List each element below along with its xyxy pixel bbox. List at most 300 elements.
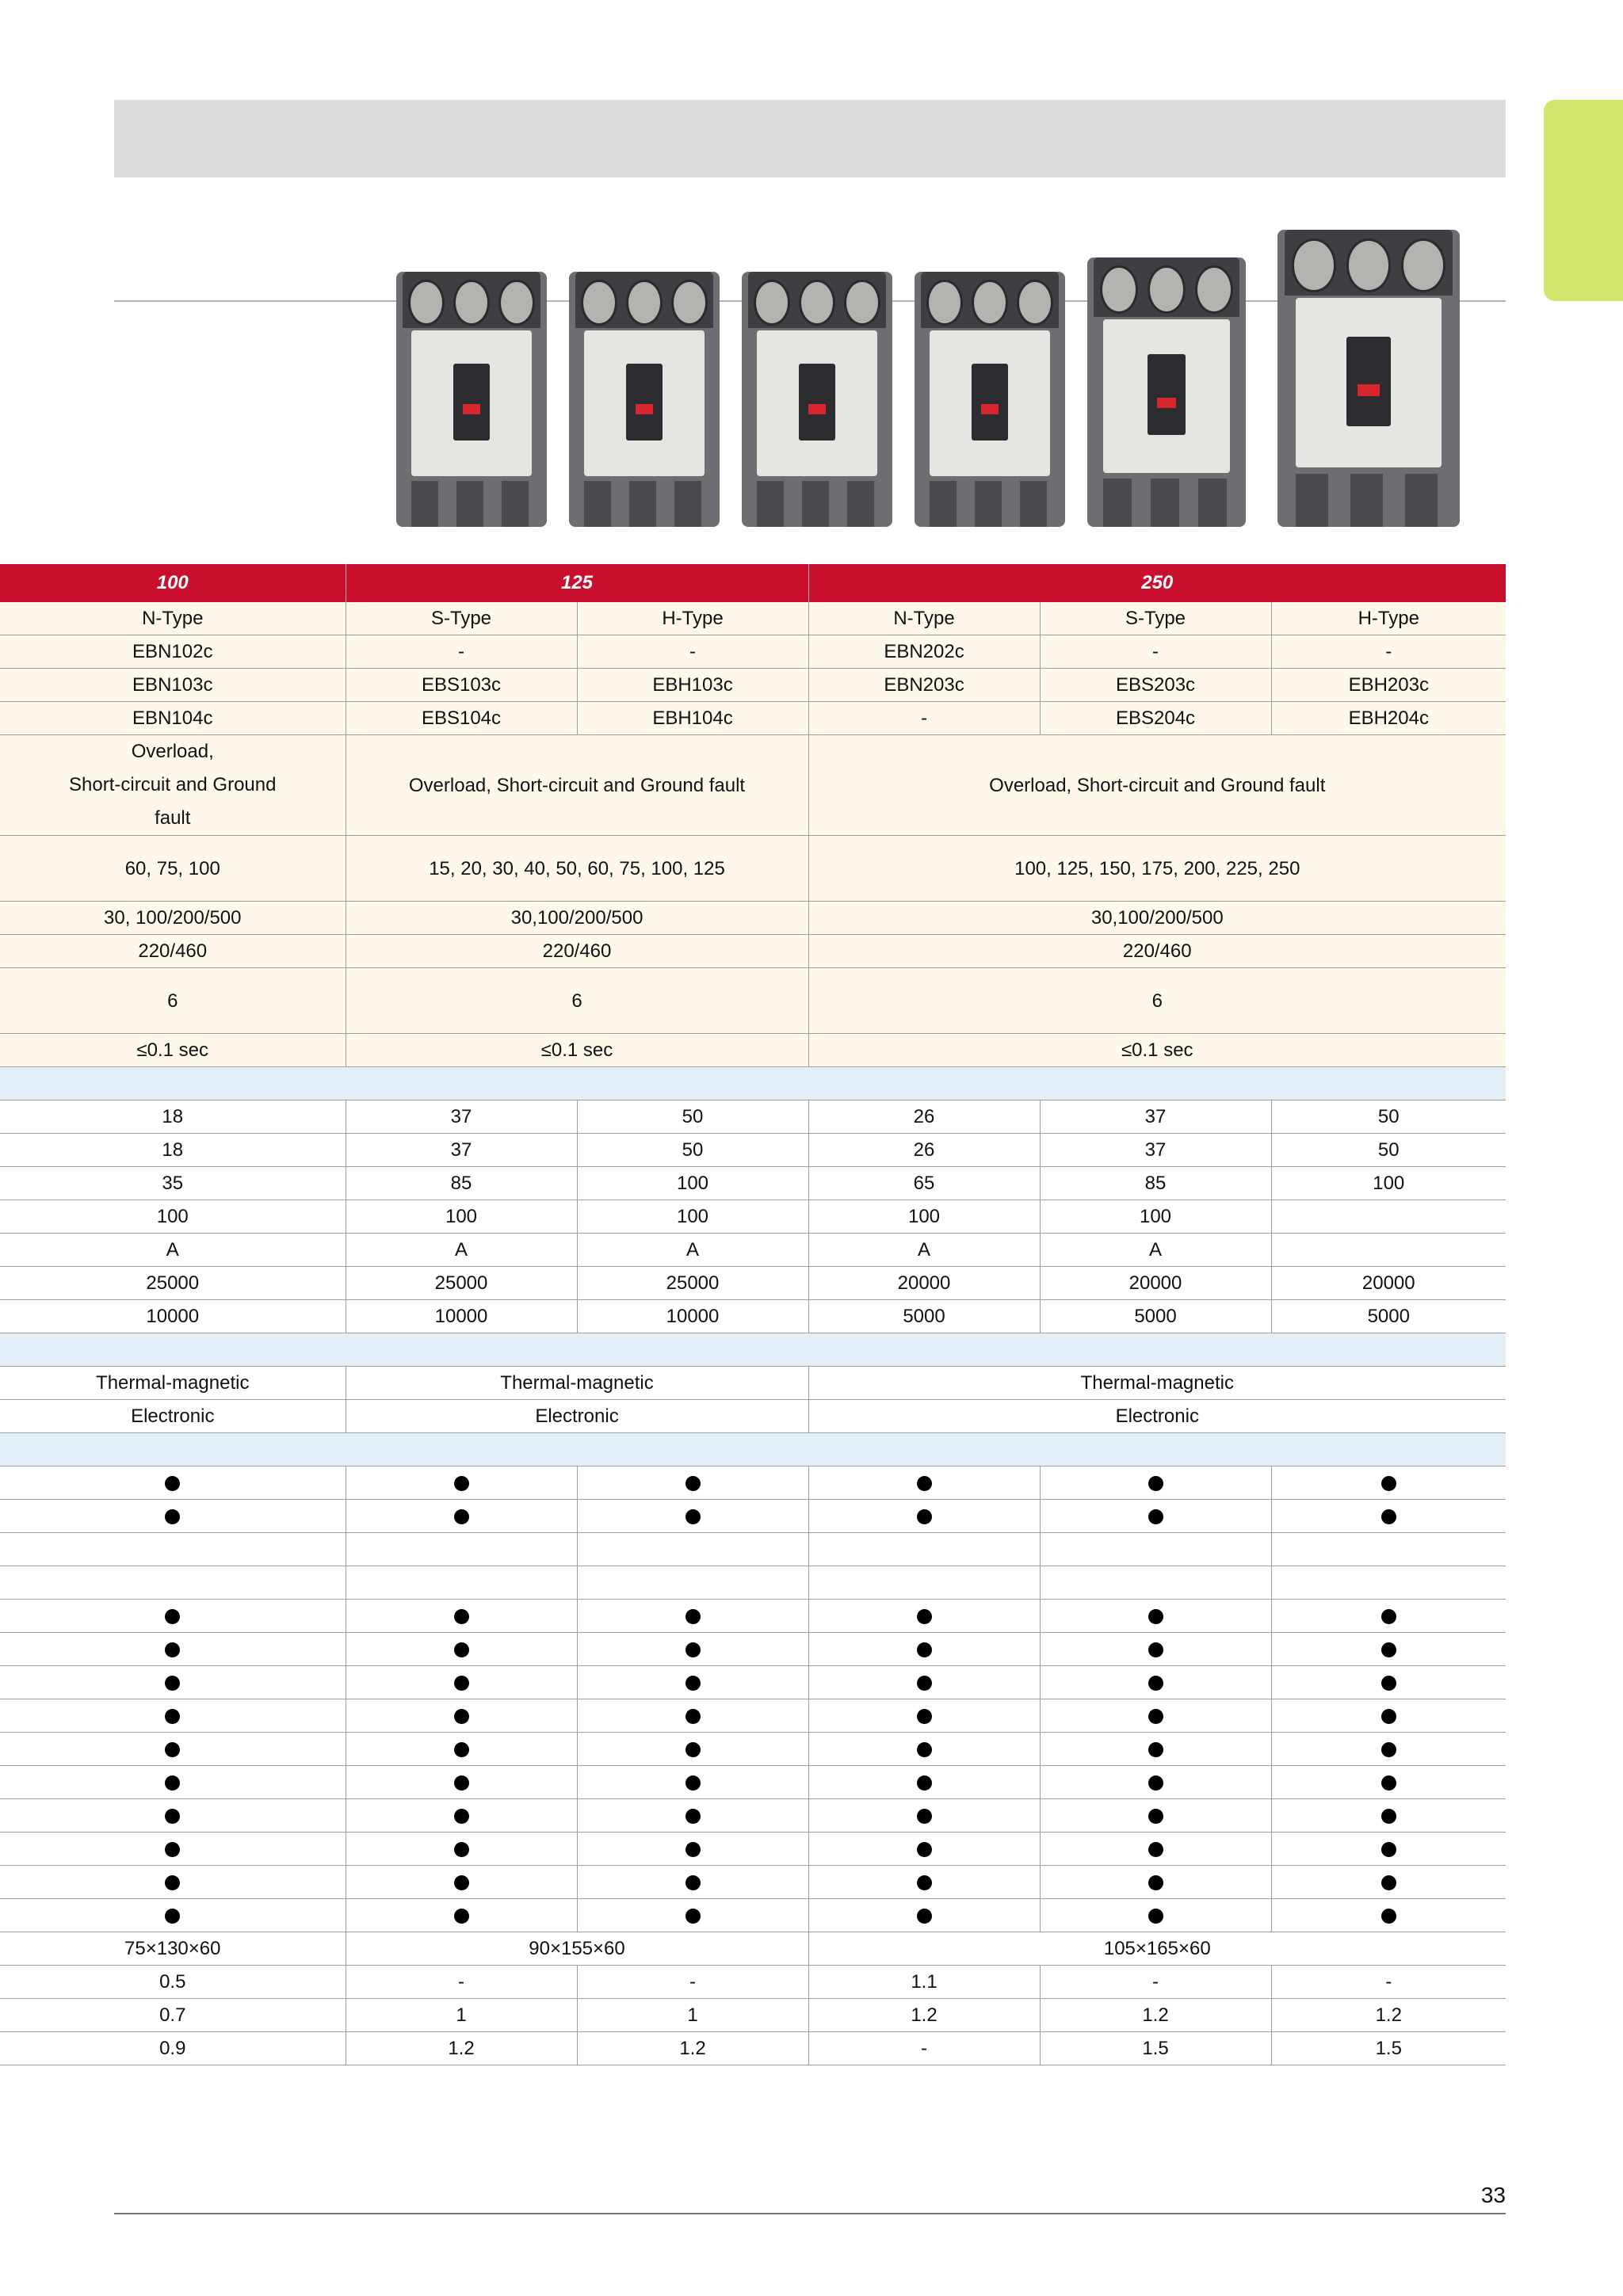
model-cell: -: [1040, 635, 1271, 669]
availability-cell: [1040, 1533, 1271, 1566]
availability-cell: [808, 1533, 1040, 1566]
bullet-dot-icon: [917, 1775, 932, 1791]
bullet-dot-icon: [165, 1809, 180, 1824]
availability-cell: [346, 1866, 577, 1899]
availability-row: [0, 1799, 1506, 1833]
table-cell: A: [808, 1234, 1040, 1267]
availability-cell: [1271, 1899, 1506, 1932]
weight-row: [0, 1999, 1506, 2032]
bullet-dot-icon: [917, 1742, 932, 1757]
table-cell: 18: [0, 1100, 346, 1134]
availability-cell: [346, 1899, 577, 1932]
availability-cell: [808, 1500, 1040, 1533]
table-cell: [1271, 1234, 1506, 1267]
bullet-dot-icon: [165, 1875, 180, 1890]
breaker-terminal-leg: [1151, 479, 1179, 527]
availability-cell: [577, 1866, 808, 1899]
availability-cell: [1271, 1833, 1506, 1866]
table-cell: A: [0, 1234, 346, 1267]
section-header-row: [0, 1067, 1506, 1100]
availability-cell: [346, 1633, 577, 1666]
availability-cell: [346, 1600, 577, 1633]
availability-row: [0, 1533, 1506, 1566]
breaking-row: [0, 1234, 1506, 1267]
chapter-side-tab: [1544, 100, 1623, 301]
bullet-dot-icon: [685, 1742, 701, 1757]
availability-cell: [0, 1799, 346, 1833]
terminal-screw: [498, 280, 535, 326]
type-cell: H-Type: [1271, 602, 1506, 635]
availability-cell: [346, 1833, 577, 1866]
availability-cell: [1040, 1833, 1271, 1866]
availability-cell: [808, 1899, 1040, 1932]
model-3p-row: [0, 669, 1506, 702]
table-cell: 1.1: [808, 1966, 1040, 1999]
bullet-dot-icon: [1148, 1709, 1163, 1724]
availability-row: [0, 1566, 1506, 1600]
type-row: [0, 602, 1506, 635]
bullet-dot-icon: [917, 1676, 932, 1691]
bullet-dot-icon: [685, 1476, 701, 1491]
terminal-screw: [1148, 265, 1186, 314]
breaker-handle: [1148, 354, 1186, 435]
bullet-dot-icon: [685, 1609, 701, 1624]
availability-cell: [577, 1533, 808, 1566]
dimensions-250: 105×165×60: [808, 1932, 1506, 1966]
bullet-dot-icon: [917, 1709, 932, 1724]
bullet-dot-icon: [1381, 1742, 1396, 1757]
breaker-terminal-leg: [1198, 479, 1227, 527]
trip-time-250: ≤0.1 sec: [808, 1034, 1506, 1067]
breaker-terminal-leg: [502, 481, 529, 527]
type-cell: S-Type: [346, 602, 577, 635]
bullet-dot-icon: [454, 1909, 469, 1924]
on-indicator: [463, 404, 481, 414]
voltage-100: 220/460: [0, 935, 346, 968]
value-6-250: 6: [808, 968, 1506, 1034]
terminal-screw: [754, 280, 790, 326]
availability-cell: [1271, 1566, 1506, 1600]
terminal-screw: [972, 280, 1008, 326]
terminal-screw: [453, 280, 490, 326]
bullet-dot-icon: [685, 1509, 701, 1524]
header-band: [114, 100, 1506, 177]
terminal-screw: [1401, 238, 1445, 292]
table-cell: 100: [1040, 1200, 1271, 1234]
protection-100: [0, 735, 346, 836]
availability-cell: [1271, 1533, 1506, 1566]
terminal-screw: [926, 280, 963, 326]
terminal-screw: [581, 280, 617, 326]
availability-cell: [0, 1566, 346, 1600]
availability-row: [0, 1699, 1506, 1733]
availability-cell: [1040, 1699, 1271, 1733]
on-indicator: [636, 404, 654, 414]
availability-cell: [1271, 1500, 1506, 1533]
terminal-screw: [408, 280, 445, 326]
availability-cell: [1271, 1633, 1506, 1666]
availability-cell: [346, 1566, 577, 1600]
table-cell: 100: [577, 1167, 808, 1200]
bullet-dot-icon: [685, 1775, 701, 1791]
value-6-100: 6: [0, 968, 346, 1034]
table-cell: 1.2: [1271, 1999, 1506, 2032]
breaker-terminal-leg: [847, 481, 874, 527]
table-cell: 26: [808, 1100, 1040, 1134]
availability-cell: [808, 1799, 1040, 1833]
breaking-row: [0, 1167, 1506, 1200]
table-cell: 100: [577, 1200, 808, 1234]
table-cell: 5000: [1040, 1300, 1271, 1333]
terminal-screw: [671, 280, 708, 326]
breaker-photo: [742, 272, 892, 527]
bullet-dot-icon: [685, 1909, 701, 1924]
terminal-screw: [1195, 265, 1233, 314]
bullet-dot-icon: [685, 1642, 701, 1657]
table-cell: 50: [1271, 1134, 1506, 1167]
trip-unit-250: Thermal-magnetic: [808, 1367, 1506, 1400]
model-cell: EBS103c: [346, 669, 577, 702]
availability-cell: [1271, 1699, 1506, 1733]
table-cell: 37: [1040, 1100, 1271, 1134]
availability-cell: [346, 1699, 577, 1733]
bullet-dot-icon: [917, 1476, 932, 1491]
table-cell: 25000: [346, 1267, 577, 1300]
model-cell: EBH104c: [577, 702, 808, 735]
breaker-terminal-leg: [975, 481, 1002, 527]
availability-cell: [1040, 1799, 1271, 1833]
availability-row: [0, 1500, 1506, 1533]
availability-cell: [808, 1566, 1040, 1600]
table-cell: 50: [1271, 1100, 1506, 1134]
availability-cell: [0, 1766, 346, 1799]
bullet-dot-icon: [1148, 1775, 1163, 1791]
bullet-dot-icon: [1381, 1642, 1396, 1657]
type-cell: N-Type: [808, 602, 1040, 635]
table-cell: 1.2: [808, 1999, 1040, 2032]
breaker-handle: [1346, 337, 1390, 426]
table-cell: 0.5: [0, 1966, 346, 1999]
availability-cell: [1040, 1600, 1271, 1633]
model-cell: EBS203c: [1040, 669, 1271, 702]
availability-cell: [577, 1699, 808, 1733]
availability-cell: [1040, 1666, 1271, 1699]
breaker-photo: [1087, 257, 1246, 527]
spec-table: [0, 564, 1506, 2065]
bullet-dot-icon: [454, 1775, 469, 1791]
terminal-screw: [1346, 238, 1390, 292]
breaker-terminal-leg: [1020, 481, 1047, 527]
breaking-row: [0, 1300, 1506, 1333]
availability-cell: [808, 1733, 1040, 1766]
model-cell: -: [808, 702, 1040, 735]
rated-current-row: [0, 836, 1506, 902]
on-indicator: [1157, 398, 1176, 409]
bullet-dot-icon: [454, 1709, 469, 1724]
availability-cell: [0, 1633, 346, 1666]
availability-cell: [1040, 1566, 1271, 1600]
bullet-dot-icon: [454, 1676, 469, 1691]
bullet-dot-icon: [165, 1709, 180, 1724]
availability-cell: [808, 1866, 1040, 1899]
availability-cell: [0, 1899, 346, 1932]
breaker-terminal-leg: [1296, 474, 1328, 528]
type-cell: N-Type: [0, 602, 346, 635]
table-cell: 0.7: [0, 1999, 346, 2032]
table-cell: -: [1040, 1966, 1271, 1999]
availability-row: [0, 1466, 1506, 1500]
availability-cell: [808, 1633, 1040, 1666]
availability-cell: [1040, 1633, 1271, 1666]
bullet-dot-icon: [917, 1809, 932, 1824]
bullet-dot-icon: [1381, 1809, 1396, 1824]
breaker-handle: [972, 364, 1008, 441]
model-cell: -: [577, 635, 808, 669]
table-cell: 5000: [1271, 1300, 1506, 1333]
breaker-handle: [626, 364, 663, 441]
model-2p-row: [0, 635, 1506, 669]
availability-cell: [577, 1466, 808, 1500]
availability-cell: [0, 1533, 346, 1566]
availability-cell: [346, 1533, 577, 1566]
availability-cell: [0, 1699, 346, 1733]
on-indicator: [808, 404, 827, 414]
bullet-dot-icon: [685, 1809, 701, 1824]
availability-cell: [346, 1666, 577, 1699]
bullet-dot-icon: [917, 1875, 932, 1890]
trip-unit-row: [0, 1400, 1506, 1433]
frame-125: 125: [346, 564, 808, 602]
bullet-dot-icon: [1148, 1909, 1163, 1924]
breaker-handle: [799, 364, 835, 441]
product-photos: [396, 226, 1474, 527]
value-6-row: [0, 968, 1506, 1034]
bullet-dot-icon: [1148, 1676, 1163, 1691]
terminal-screw: [1017, 280, 1053, 326]
table-cell: 35: [0, 1167, 346, 1200]
availability-row: [0, 1899, 1506, 1932]
model-cell: EBN103c: [0, 669, 346, 702]
bullet-dot-icon: [165, 1842, 180, 1857]
weight-row: [0, 1966, 1506, 1999]
table-cell: 20000: [1040, 1267, 1271, 1300]
breaker-terminal-leg: [411, 481, 438, 527]
breaker-photo: [396, 272, 547, 527]
trip-unit-250: Electronic: [808, 1400, 1506, 1433]
model-cell: EBS104c: [346, 702, 577, 735]
frame-100: 100: [0, 564, 346, 602]
availability-cell: [577, 1633, 808, 1666]
availability-cell: [1040, 1866, 1271, 1899]
bullet-dot-icon: [1381, 1676, 1396, 1691]
bullet-dot-icon: [165, 1775, 180, 1791]
bullet-dot-icon: [917, 1609, 932, 1624]
bullet-dot-icon: [1148, 1509, 1163, 1524]
breaker-terminal-leg: [757, 481, 784, 527]
table-cell: 1: [577, 1999, 808, 2032]
availability-row: [0, 1666, 1506, 1699]
table-cell: -: [1271, 1966, 1506, 1999]
availability-cell: [1271, 1733, 1506, 1766]
rated-current-100: 60, 75, 100: [0, 836, 346, 902]
footer-rule: [114, 2213, 1506, 2214]
availability-cell: [0, 1733, 346, 1766]
sensitivity-100: 30, 100/200/500: [0, 902, 346, 935]
availability-cell: [1040, 1500, 1271, 1533]
bullet-dot-icon: [1381, 1842, 1396, 1857]
table-cell: 1: [346, 1999, 577, 2032]
model-cell: -: [346, 635, 577, 669]
bullet-dot-icon: [917, 1509, 932, 1524]
availability-cell: [577, 1899, 808, 1932]
availability-cell: [577, 1833, 808, 1866]
availability-row: [0, 1733, 1506, 1766]
table-cell: -: [346, 1966, 577, 1999]
breaker-terminal-leg: [802, 481, 829, 527]
section-header-row: [0, 1333, 1506, 1367]
protection-125: Overload, Short-circuit and Ground fault: [346, 735, 808, 836]
table-cell: 1.2: [577, 2032, 808, 2065]
trip-time-100: ≤0.1 sec: [0, 1034, 346, 1067]
breaking-row: [0, 1267, 1506, 1300]
bullet-dot-icon: [1148, 1742, 1163, 1757]
breaker-photo: [915, 272, 1065, 527]
bullet-dot-icon: [454, 1609, 469, 1624]
voltage-125: 220/460: [346, 935, 808, 968]
availability-cell: [808, 1466, 1040, 1500]
availability-cell: [1040, 1766, 1271, 1799]
terminal-screw: [799, 280, 835, 326]
protection-line: Overload,: [131, 741, 214, 762]
frame-250: 250: [808, 564, 1506, 602]
availability-cell: [1040, 1466, 1271, 1500]
bullet-dot-icon: [1148, 1476, 1163, 1491]
breaker-terminal-leg: [1103, 479, 1132, 527]
availability-cell: [346, 1733, 577, 1766]
weight-rows: [0, 1966, 1506, 2065]
breaker-photo: [1277, 230, 1460, 527]
sensitivity-row: [0, 902, 1506, 935]
bullet-dot-icon: [1148, 1809, 1163, 1824]
bullet-dot-icon: [454, 1842, 469, 1857]
availability-cell: [1271, 1866, 1506, 1899]
terminal-screw: [844, 280, 880, 326]
table-cell: 100: [1271, 1167, 1506, 1200]
section-header-row: [0, 1433, 1506, 1466]
availability-cell: [1040, 1733, 1271, 1766]
availability-cell: [808, 1666, 1040, 1699]
table-cell: 1.5: [1040, 2032, 1271, 2065]
breaker-terminal-leg: [629, 481, 656, 527]
breaker-terminal-leg: [674, 481, 701, 527]
protection-250: Overload, Short-circuit and Ground fault: [808, 735, 1506, 836]
table-cell: 85: [346, 1167, 577, 1200]
availability-cell: [1271, 1666, 1506, 1699]
model-cell: EBH203c: [1271, 669, 1506, 702]
trip-unit-row: [0, 1367, 1506, 1400]
table-cell: 100: [346, 1200, 577, 1234]
model-4p-row: [0, 702, 1506, 735]
voltage-250: 220/460: [808, 935, 1506, 968]
bullet-dot-icon: [1381, 1909, 1396, 1924]
rated-current-250: 100, 125, 150, 175, 200, 225, 250: [808, 836, 1506, 902]
protection-line: Short-circuit and Ground: [69, 774, 277, 795]
bullet-dot-icon: [1381, 1875, 1396, 1890]
table-cell: 10000: [346, 1300, 577, 1333]
bullet-dot-icon: [1381, 1476, 1396, 1491]
table-cell: 1.5: [1271, 2032, 1506, 2065]
table-cell: A: [1040, 1234, 1271, 1267]
bullet-dot-icon: [1148, 1609, 1163, 1624]
availability-cell: [0, 1666, 346, 1699]
breaker-terminal-leg: [930, 481, 957, 527]
bullet-dot-icon: [1381, 1709, 1396, 1724]
availability-cell: [1040, 1899, 1271, 1932]
terminal-screw: [1292, 238, 1335, 292]
type-cell: H-Type: [577, 602, 808, 635]
availability-cell: [808, 1766, 1040, 1799]
table-cell: 37: [1040, 1134, 1271, 1167]
model-cell: EBN102c: [0, 635, 346, 669]
breaking-capacity-rows: [0, 1100, 1506, 1333]
table-cell: 20000: [808, 1267, 1040, 1300]
table-cell: -: [808, 2032, 1040, 2065]
trip-unit-125: Electronic: [346, 1400, 808, 1433]
dimensions-100: 75×130×60: [0, 1932, 346, 1966]
terminal-screw: [1100, 265, 1138, 314]
on-indicator: [1358, 384, 1380, 396]
bullet-dot-icon: [454, 1742, 469, 1757]
breaker-terminal-leg: [584, 481, 611, 527]
table-cell: 65: [808, 1167, 1040, 1200]
trip-time-125: ≤0.1 sec: [346, 1034, 808, 1067]
availability-cell: [0, 1600, 346, 1633]
table-cell: 18: [0, 1134, 346, 1167]
breaker-terminal-leg: [1350, 474, 1383, 528]
availability-cell: [346, 1466, 577, 1500]
availability-cell: [577, 1766, 808, 1799]
table-cell: 10000: [0, 1300, 346, 1333]
availability-cell: [577, 1500, 808, 1533]
availability-row: [0, 1600, 1506, 1633]
protection-line: fault: [155, 807, 191, 829]
availability-cell: [808, 1600, 1040, 1633]
dimensions-row: [0, 1932, 1506, 1966]
table-cell: 85: [1040, 1167, 1271, 1200]
availability-cell: [808, 1833, 1040, 1866]
bullet-dot-icon: [1148, 1875, 1163, 1890]
availability-cell: [577, 1733, 808, 1766]
bullet-dot-icon: [165, 1609, 180, 1624]
sensitivity-250: 30,100/200/500: [808, 902, 1506, 935]
weight-row: [0, 2032, 1506, 2065]
breaking-row: [0, 1100, 1506, 1134]
on-indicator: [981, 404, 999, 414]
table-cell: 37: [346, 1134, 577, 1167]
table-cell: 50: [577, 1100, 808, 1134]
bullet-dot-icon: [165, 1676, 180, 1691]
frame-header-row: [0, 564, 1506, 602]
availability-cell: [0, 1466, 346, 1500]
availability-cell: [577, 1566, 808, 1600]
bullet-dot-icon: [1381, 1775, 1396, 1791]
table-cell: 25000: [0, 1267, 346, 1300]
availability-row: [0, 1633, 1506, 1666]
model-cell: EBN203c: [808, 669, 1040, 702]
availability-cell: [1271, 1466, 1506, 1500]
type-cell: S-Type: [1040, 602, 1271, 635]
breaker-terminal-leg: [456, 481, 483, 527]
